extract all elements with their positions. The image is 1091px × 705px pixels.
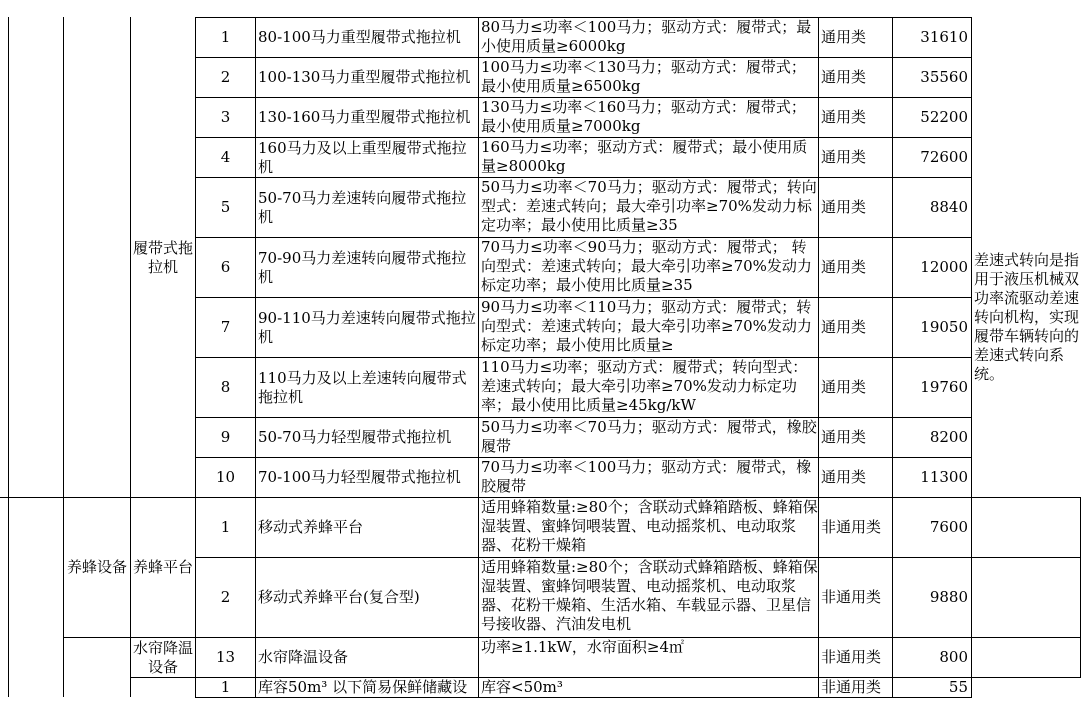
price-text: 19760 [920, 378, 968, 396]
spec-cell [479, 498, 818, 557]
seq-text: 5 [220, 198, 231, 216]
category-label: 水帘降温设备 [132, 638, 193, 676]
type-cell [819, 98, 892, 137]
price-text: 11300 [920, 468, 968, 486]
spec-cell [479, 58, 818, 97]
price-cell [893, 138, 971, 177]
spec-cell [479, 638, 818, 677]
seq-cell [196, 358, 255, 417]
seq-cell [196, 178, 255, 237]
seq-text: 7 [220, 318, 231, 336]
category-label: 养蜂平台 [132, 558, 193, 576]
type-cell [819, 678, 892, 697]
price-text: 8840 [929, 198, 968, 216]
seq-text: 10 [215, 468, 236, 486]
type-text: 通用类 [821, 28, 867, 46]
price-cell [893, 58, 971, 97]
type-text: 非通用类 [821, 588, 882, 606]
type-text: 通用类 [821, 378, 867, 396]
spec-cell [479, 458, 818, 497]
item-name-cell [256, 498, 478, 557]
price-cell [893, 418, 971, 457]
item-name-cell [256, 98, 478, 137]
spec-text: 130马力≤功率＜160马力；驱动方式：履带式；最小使用质量≥7000kg [481, 98, 806, 135]
seq-cell [196, 458, 255, 497]
spec-cell [479, 418, 818, 457]
spec-cell [479, 178, 818, 237]
seq-text: 1 [220, 518, 231, 536]
price-cell [893, 178, 971, 237]
type-cell [819, 238, 892, 297]
type-text: 通用类 [821, 468, 867, 486]
price-cell [893, 498, 971, 557]
type-text: 通用类 [821, 198, 867, 216]
spec-cell [479, 558, 818, 637]
column-line [1080, 497, 1081, 677]
spec-text: 50马力≤功率＜70马力；驱动方式：履带式，橡胶履带 [481, 418, 817, 455]
seq-text: 3 [220, 108, 231, 126]
seq-cell [196, 558, 255, 637]
type-text: 通用类 [821, 318, 867, 336]
name-text: 50-70马力轻型履带式拖拉机 [258, 428, 452, 446]
type-cell [819, 138, 892, 177]
spec-text: 100马力≤功率＜130马力；驱动方式：履带式；最小使用质量≥6500kg [481, 58, 806, 95]
spec-text: 80马力≤功率＜100马力；驱动方式：履带式；最小使用质量≥6000kg [481, 18, 812, 55]
category-label: 履带式拖拉机 [132, 238, 193, 276]
name-text: 库容50m³ 以下简易保鲜储藏设 [258, 678, 468, 696]
seq-text: 8 [220, 378, 231, 396]
name-text: 50-70马力差速转向履带式拖拉机 [258, 188, 467, 226]
subcategory-water-curtain [131, 638, 195, 677]
seq-text: 1 [220, 28, 231, 46]
seq-cell [196, 298, 255, 357]
type-cell [819, 638, 892, 677]
price-text: 19050 [920, 318, 968, 336]
category-label: 养蜂设备 [66, 558, 127, 576]
name-text: 90-110马力差速转向履带式拖拉机 [258, 308, 476, 346]
price-cell [893, 298, 971, 357]
item-name-cell [256, 58, 478, 97]
price-text: 72600 [920, 148, 968, 166]
price-text: 12000 [920, 258, 968, 276]
item-name-cell [256, 298, 478, 357]
spec-cell [479, 358, 818, 417]
type-text: 通用类 [821, 68, 867, 86]
price-text: 9880 [929, 588, 968, 606]
item-name-cell [256, 238, 478, 297]
column-line [8, 17, 9, 697]
seq-cell [196, 678, 255, 697]
type-cell [819, 298, 892, 357]
category-beekeeping [64, 498, 130, 637]
seq-cell [196, 138, 255, 177]
item-name-cell [256, 458, 478, 497]
seq-text: 1 [220, 678, 231, 696]
name-text: 100-130马力重型履带式拖拉机 [258, 68, 471, 86]
spec-text: 50马力≤功率＜70马力；驱动方式：履带式；转向型式：差速式转向；最大牵引功率≥70%发动力标定功率；最小使用比质量≥35 [481, 178, 817, 234]
price-cell [893, 678, 971, 697]
type-cell [819, 18, 892, 57]
seq-cell [196, 18, 255, 57]
price-text: 52200 [920, 108, 968, 126]
item-name-cell [256, 358, 478, 417]
name-text: 水帘降温设备 [258, 648, 349, 666]
price-cell [893, 18, 971, 57]
note-text: 差速式转向是指用于液压机械双功率流驱动差速转向机构，实现履带车辆转向的差速式转向系统。 [974, 251, 1080, 383]
spec-text: 库容<50m³ [481, 678, 563, 696]
name-text: 160马力及以上重型履带式拖拉机 [258, 138, 467, 176]
item-name-cell [256, 558, 478, 637]
type-text: 非通用类 [821, 648, 882, 666]
seq-cell [196, 98, 255, 137]
spec-text: 适用蜂箱数量:≥80个；含联动式蜂箱踏板、蜂箱保湿装置、蜜蜂饲喂装置、电动摇浆机、电动取浆器、花粉干燥箱、生活水箱、车载显示器、卫星信号接收器、汽油发电机 [481, 558, 818, 633]
subcategory-bee-platform [131, 498, 195, 637]
type-text: 非通用类 [821, 518, 882, 536]
seq-text: 2 [220, 68, 231, 86]
seq-text: 2 [220, 588, 231, 606]
type-text: 通用类 [821, 148, 867, 166]
type-cell [819, 178, 892, 237]
item-name-cell [256, 178, 478, 237]
price-cell [893, 98, 971, 137]
spec-cell [479, 98, 818, 137]
price-text: 8200 [929, 428, 968, 446]
spec-cell [479, 238, 818, 297]
category-tracked-tractor [131, 18, 195, 497]
name-text: 移动式养蜂平台 [258, 518, 364, 536]
type-text: 通用类 [821, 428, 867, 446]
spec-text: 90马力≤功率＜110马力；驱动方式：履带式；转向型式：差速式转向；最大牵引功率≥70%发动力标定功率；最小使用比质量≥ [481, 298, 812, 354]
price-text: 7600 [929, 518, 968, 536]
name-text: 移动式养蜂平台(复合型) [258, 588, 420, 606]
spec-text: 功率≥1.1kW，水帘面积≥4㎡ [481, 638, 685, 656]
item-name-cell [256, 138, 478, 177]
price-text: 55 [948, 678, 968, 696]
seq-cell [196, 238, 255, 297]
seq-text: 9 [220, 428, 231, 446]
type-text: 通用类 [821, 108, 867, 126]
price-cell [893, 558, 971, 637]
seq-cell [196, 418, 255, 457]
price-text: 31610 [920, 28, 968, 46]
seq-cell [196, 58, 255, 97]
type-cell [819, 58, 892, 97]
name-text: 130-160马力重型履带式拖拉机 [258, 108, 471, 126]
name-text: 70-100马力轻型履带式拖拉机 [258, 468, 461, 486]
type-cell [819, 418, 892, 457]
spec-text: 110马力≤功率；驱动方式：履带式；转向型式：差速式转向；最大牵引功率≥70%发动力标定功率；最小使用比质量≥45kg/kW [481, 358, 808, 414]
seq-text: 4 [220, 148, 231, 166]
item-name-cell [256, 638, 478, 677]
type-cell [819, 558, 892, 637]
row-line [195, 697, 972, 698]
spec-text: 70马力≤功率＜90马力；驱动方式：履带式； 转向型式：差速式转向；最大牵引功率≥70%发动力标定功率；最小使用比质量≥35 [481, 238, 812, 294]
price-cell [893, 458, 971, 497]
type-text: 通用类 [821, 258, 867, 276]
type-cell [819, 458, 892, 497]
seq-cell [196, 638, 255, 677]
note-differential-steering [972, 178, 1080, 457]
seq-text: 13 [215, 648, 236, 666]
name-text: 110马力及以上差速转向履带式拖拉机 [258, 368, 467, 406]
price-cell [893, 358, 971, 417]
spec-cell [479, 18, 818, 57]
type-cell [819, 358, 892, 417]
seq-text: 6 [220, 258, 231, 276]
name-text: 80-100马力重型履带式拖拉机 [258, 28, 461, 46]
item-name-cell [256, 18, 478, 57]
item-name-cell [256, 678, 478, 697]
price-cell [893, 638, 971, 677]
seq-cell [196, 498, 255, 557]
item-name-cell [256, 418, 478, 457]
spec-cell [479, 678, 818, 697]
type-text: 非通用类 [821, 678, 882, 696]
spec-cell [479, 298, 818, 357]
spec-cell [479, 138, 818, 177]
type-cell [819, 498, 892, 557]
spec-text: 160马力≤功率；驱动方式：履带式；最小使用质量≥8000kg [481, 138, 808, 175]
name-text: 70-90马力差速转向履带式拖拉机 [258, 248, 467, 286]
spec-text: 70马力≤功率＜100马力；驱动方式：履带式，橡胶履带 [481, 458, 812, 495]
price-text: 35560 [920, 68, 968, 86]
spec-text: 适用蜂箱数量:≥80个；含联动式蜂箱踏板、蜂箱保湿装置、蜜蜂饲喂装置、电动摇浆机、电动取浆器、花粉干燥箱 [481, 498, 818, 554]
price-cell [893, 238, 971, 297]
price-text: 800 [939, 648, 968, 666]
